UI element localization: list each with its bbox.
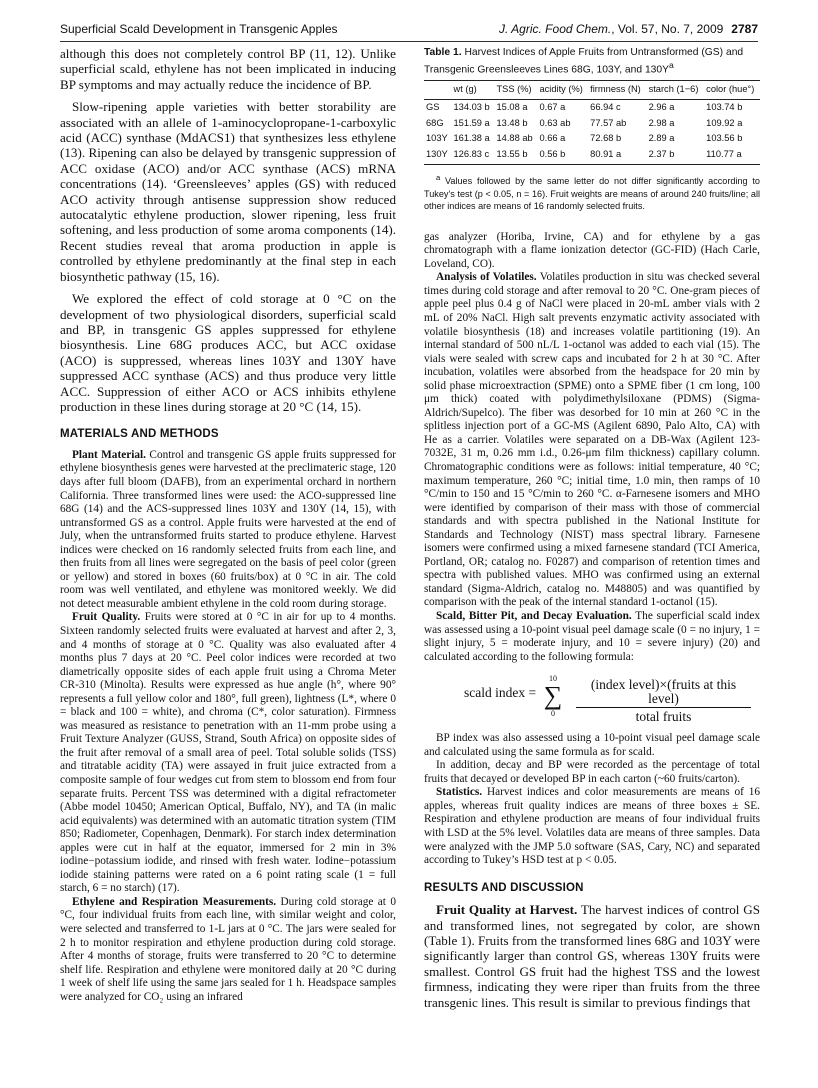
harvest-indices-table <box>424 80 760 165</box>
table-footnote-marker: a <box>669 60 674 70</box>
table-label: Table 1. <box>424 47 462 58</box>
section-heading-results: RESULTS AND DISCUSSION <box>424 881 584 894</box>
table-cell: 0.66 a <box>539 133 566 144</box>
right-column <box>424 46 760 1010</box>
table-cell: 15.08 a <box>496 101 528 112</box>
table-cell: 2.37 b <box>647 147 705 165</box>
paragraph-text: During cold storage at 0 °C, four individual fruits from each line, with similar weight and color, were selected and transferred to 1-L jars at 0 °C. The jars were sealed for 2 h to monitor respiration and ethylene production during cold storage. After 4 months of storage, fruits were transferred to 20 °C to determine shelf life. Respiration and ethylene were monitored daily at 20 °C during 1 week of shelf life using the same jars sealed for 1 h. Headspace samples were analyzed for CO₂ using an infrared <box>60 895 396 1003</box>
table-caption <box>424 46 760 76</box>
table-cell: 130Y <box>424 147 452 165</box>
paragraph-fruit-quality <box>60 611 396 895</box>
scald-index-formula <box>464 674 760 725</box>
table-row <box>424 147 760 165</box>
table-cell: 109.92 a <box>706 117 743 128</box>
table-header-row <box>424 81 760 100</box>
table-cell: 2.98 a <box>648 117 675 128</box>
paragraph-bp-index: BP index was also assessed using a 10-point visual peel damage scale and calculated using the same formula as for scald. <box>424 732 760 758</box>
paragraph-text: Control and transgenic GS apple fruits suppressed for ethylene biosynthesis genes were harvested at the preclimateric stage, 120 days after full bloom (DAFB), from an experimental orchard in northern California. Three transformed lines were used: the ACO-suppressed line 68G (14) and the ACS-suppressed lines 103Y and 130Y (14, 15), with untransformed GS as a control. Apple fruits were harvested at the end of July, when the untransformed fruits started to produce ethylene. Harvest indices were checked on 16 randomly selected fruits from each line, and then fruits from all lines were segregated on the basis of peel color (green or yellow) and stored in boxes (60 fruits/box) at 0 °C in air. The cold room was well ventilated, and ethylene was monitored weekly. We did not detect measurable ambient ethylene in the cold room during storage. <box>60 448 396 610</box>
table-body <box>424 99 760 164</box>
paragraph-decay: In addition, decay and BP were recorded as the percentage of total fruits that decayed or developed BP in each carton (~60 fruits/carton). <box>424 759 760 785</box>
column-header: firmness (N) <box>588 81 646 100</box>
paragraph-intro-1: although this does not completely control BP (11, 12). Unlike superficial scald, ethylene has not been implicated in inducing BP symptoms and may actually reduce the incidence of BP. <box>60 46 396 92</box>
footnote-text: Values followed by the same letter do not differ significantly according to Tukey’s test (p < 0.05, n = 16). Fruit weights are means of around 240 fruits/line; all other indices are means of 16 randomly selected fruits. <box>424 176 760 212</box>
table-cell: GS <box>426 101 440 112</box>
paragraph-text: Volatiles production in situ was checked several times during cold storage and after removal to 20 °C. One-gram pieces of apple peel plus 0.4 g of NaCl were placed in 20-mL amber vials with 2 mL of 20% NaCl. High salt prevents enzymatic activity associated with volatile biosynthesis (18) and increases volatile partitioning (19). An internal standard of 500 nL/L 1-octanol was added to each vial (15). The vials were sealed with screw caps and incubated for 2 h at 30 °C. After incubation, volatiles were absorbed from the headspace for 20 min by solid phase microextraction (SPME) onto a SPME fiber (1 cm long, 100 μm thick) coated with polydimethylsiloxane (PDMS) (Sigma-Aldrich/Supelco). The fiber was desorbed for 10 min at 260 °C in the splitless injection port of a GC-MS (Agilent 6890, Palo Alto, CA) with He as a carrier. Volatiles were separated on a DB-Wax (Agilent 123-7032E, 31 m, 0.26 mm i.d., 0.26-μm film thickness) capillary column. Chromatographic conditions were as follows: initial temperature, 40 °C; maximum temperature, 260 °C; initial time, 1.0 min, then ramps of 10 °C/min to 150 and 15 °C/min to 260 °C. α-Farnesene isomers and MHO were identified by comparison of their mass with those of commercial standards and with spectra published in the National Institute for Standards and Technology (NIST) mass spectral library. Farnesene isomers were confirmed using a mixed farnesene standard (TCI America, Portland, OR; catalog no. F0287) and comparison of retention times and spectra with published values. MHO was confirmed using an external standard (Sigma-Aldrich, catalog no. M48805) and was quantified by comparison with the peak of the internal standard 1-octanol (15). <box>424 271 761 609</box>
table-footnote <box>424 172 760 213</box>
table-caption-text: Harvest Indices of Apple Fruits from Untransformed (GS) and Transgenic Greensleeves Lines 68G, 103Y, and 130Y <box>424 47 744 76</box>
table-cell: 103.56 b <box>706 133 743 144</box>
paragraph-intro-3: We explored the effect of cold storage at 0 °C on the development of two physiological disorders, superficial scald and BP, in transgenic GS apples suppressed for ethylene biosynthesis. Line 68G produces ACC, but ACC oxidase (ACO) is suppressed, whereas lines 103Y and 130Y have suppressed ACC synthase (ACS) and thus produce very little ACC. Suppression of either ACO or ACS inhibits ethylene production in these lines during storage at 20 °C (14, 15). <box>60 291 396 414</box>
run-in-heading: Scald, Bitter Pit, and Decay Evaluation. <box>436 610 632 622</box>
table-cell: 2.96 a <box>648 101 675 112</box>
paragraph-statistics <box>424 786 760 867</box>
column-header: color (hue°) <box>704 81 760 100</box>
summation-sign <box>542 674 564 718</box>
header-rule <box>60 41 758 42</box>
paragraph-text: Harvest indices and color measurements are means of 16 apples, whereas fruit quality indices are means of three boxes ± SE. Respiration and ethylene production are means of four individual fruits with LSD at the 5% level. Volatiles data are means of three samples. Data were analyzed with the JMP 5.0 software (SAS, Cary, NC) and separated according to Tukey’s HSD test at p < 0.05. <box>424 786 760 867</box>
run-in-heading: Fruit Quality at Harvest. <box>436 902 578 918</box>
table-cell: 72.68 b <box>590 133 622 144</box>
run-in-heading: Plant Material. <box>72 448 146 461</box>
running-title: Superficial Scald Development in Transgenic Apples <box>60 22 338 36</box>
sum-upper-limit: 10 <box>549 674 557 684</box>
journal-citation <box>499 22 758 36</box>
paragraph-ethylene <box>60 896 396 1004</box>
sigma-glyph: ∑ <box>543 681 563 711</box>
table-cell: 0.63 ab <box>539 117 571 128</box>
table-cell: 68G <box>426 117 444 128</box>
run-in-heading: Ethylene and Respiration Measurements. <box>72 895 277 908</box>
run-in-heading: Analysis of Volatiles. <box>436 271 537 284</box>
table-cell: 14.88 ab <box>496 133 533 144</box>
table-cell: 126.83 c <box>452 147 495 165</box>
paragraph-intro-2: Slow-ripening apple varieties with better storability are associated with an allele of 1-aminocyclopropane-1-carboxylic acid (ACC) synthase (MdACS1) that synthesizes less ethylene (13). Ripening can also be delayed by transgenic suppression of ACC oxidase (ACO) and/or ACC synthase (ACS) mRNA concentrations (14). ‘Greensleeves’ apples (GS) with reduced ACO activity through antisense suppression show reduced autocatalytic ethylene production, slower ripening, less fruit softening, and less production of some aroma components (14). Recent studies reveal that aroma production in apple is controlled by ethylene predominantly at the final step in each biosynthetic pathway (15, 16). <box>60 99 396 284</box>
column-header <box>424 81 452 100</box>
paragraph-volatiles <box>424 271 760 610</box>
paragraph-text: The superficial scald index was assessed using a 10-point visual peel damage scale (0 = no injury, 1 = slight injury, 5 = moderate injury, and 10 = severe injury) (20) and calculated according to the following formula: <box>424 610 760 663</box>
formula-numerator: (index level)×(fruits at this level) <box>576 678 751 708</box>
paragraph-text: The harvest indices of control GS and transformed lines, not segregated by color, are shown (Table 1). Fruits from the transformed lines 68G and 103Y were significantly larger than control GS, whereas 130Y fruits were smallest. Control GS fruit had the highest TSS and the lowest firmness, indicating they were riper than fruits from the three transgenic lines. This result is similar to previous findings that <box>424 902 760 1010</box>
table-cell: 77.57 ab <box>590 117 627 128</box>
table-cell: 134.03 b <box>453 101 490 112</box>
running-header <box>60 22 758 38</box>
run-in-heading: Statistics. <box>436 786 483 799</box>
table-cell: 103.74 b <box>706 101 743 112</box>
run-in-heading: Fruit Quality. <box>72 611 141 624</box>
table-cell: 80.91 a <box>588 147 646 165</box>
table-cell: 0.67 a <box>539 101 566 112</box>
journal-volume: , Vol. 57, No. 7, 2009 <box>611 22 724 36</box>
column-header: TSS (%) <box>494 81 537 100</box>
table-cell: 161.38 a <box>453 133 490 144</box>
footnote-marker: a <box>436 173 441 183</box>
column-header: acidity (%) <box>537 81 588 100</box>
paragraph-plant-material <box>60 449 396 612</box>
table-row <box>424 99 760 115</box>
table-cell: 110.77 a <box>704 147 760 165</box>
table-cell: 151.59 a <box>453 117 490 128</box>
table-cell: 0.56 b <box>537 147 588 165</box>
column-header: starch (1−6) <box>647 81 705 100</box>
table-cell: 13.48 b <box>496 117 528 128</box>
paragraph-scald <box>424 610 760 664</box>
formula-lhs: scald index = <box>464 685 537 701</box>
journal-name: J. Agric. Food Chem. <box>498 22 612 36</box>
paragraph-gas: gas analyzer (Horiba, Irvine, CA) and for ethylene by a gas chromatograph with a flame ionization detector (GC-FID) (Hach Carle, Loveland, CO). <box>424 230 760 270</box>
page-number: 2787 <box>731 22 758 36</box>
paragraph-fruit-quality-harvest <box>424 902 760 1010</box>
paragraph-text: Fruits were stored at 0 °C in air for up to 4 months. Sixteen randomly selected fruits were evaluated at harvest and after 2, 3, and 4 months of storage at 0 °C. Quality was also evaluated after 4 months plus 7 days at 20 °C. Peel color indices were recorded at two diametrically opposite sides of each apple fruit using a Chroma Meter CR-310 (Minolta). Results were expressed as hue angle (h°, where 90° represents a full yellow color and 180°, full green), lightness (L*, where 0 = black and 100 = white), and chroma (C*, color saturation). Firmness was measured as resistance to penetration with an 11-mm probe using a Fruit Texture Analyzer (GUSS, Strand, South Africa) on opposite sides of the fruit after removal of a small area of peel. Total soluble solids (TSS) and titratable acidity (TA) were assayed in fruit juice extracted from a composite sample of four wedges cut from stem to blossom end from four separate fruits. Percent TSS was determined with a digital refractometer (Abbe model 10450; American Optical, Buffalo, NY), and TA (in malic acid equivalents) was determined with an automatic titration system (TIM 850; Radiometer, Copenhagen, Denmark). For starch index determination apples were cut in half at the equator, immersed for 2 min in 3% iodine−potassium iodide, and rinsed with fresh water. Iodine−potassium iodide staining patterns were rated on a 6 point rating scale (1 = full starch, 6 = no starch) (17). <box>60 611 397 895</box>
table-cell: 13.55 b <box>494 147 537 165</box>
section-heading-methods: MATERIALS AND METHODS <box>60 428 219 441</box>
formula-denominator: total fruits <box>635 709 692 725</box>
table-row <box>424 116 760 132</box>
table-row <box>424 131 760 147</box>
formula-fraction <box>576 678 751 724</box>
table-cell: 103Y <box>426 133 448 144</box>
table-cell: 66.94 c <box>590 101 621 112</box>
table-cell: 2.89 a <box>648 133 675 144</box>
left-column <box>60 46 396 1004</box>
sum-lower-limit: 0 <box>551 709 555 719</box>
column-header: wt (g) <box>452 81 495 100</box>
